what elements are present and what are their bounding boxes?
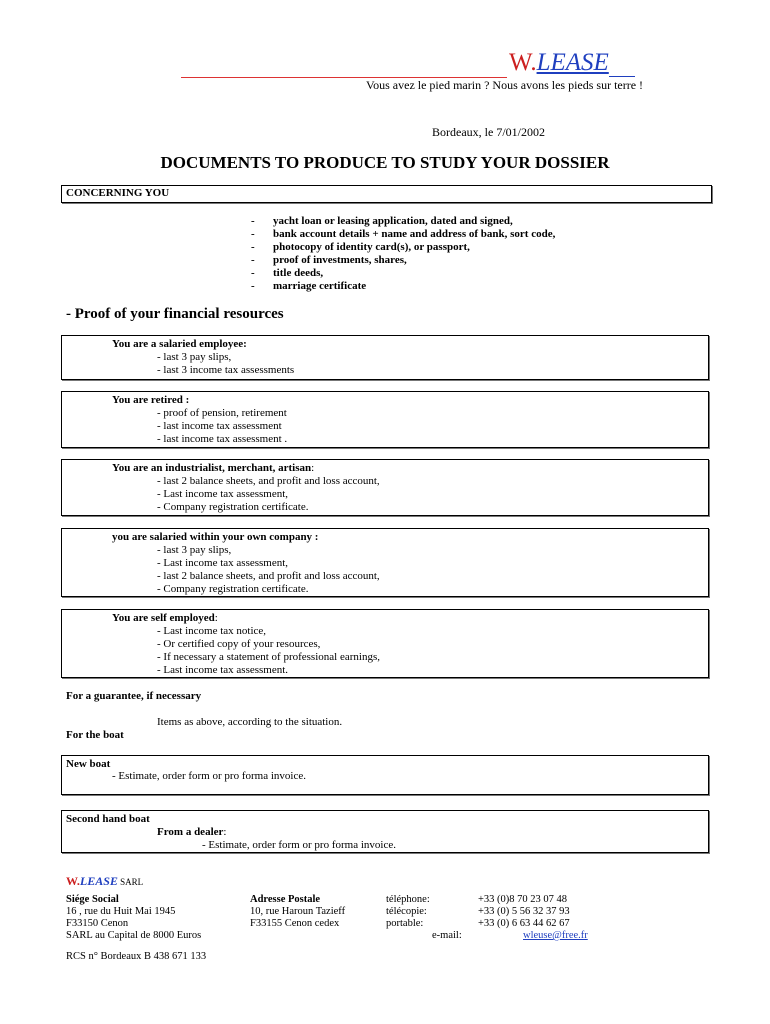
box-line: - proof of pension, retirement (157, 407, 287, 419)
box-line: - last 2 balance sheets, and profit and loss account, (157, 570, 380, 582)
box-line: - Last income tax assessment, (157, 557, 289, 569)
new-boat-label: New boat (66, 758, 111, 770)
tagline: Vous avez le pied marin ? Nous avons les pieds sur terre ! (366, 78, 644, 92)
logo-trailing-underline (609, 56, 635, 77)
list-item: - yacht loan or leasing application, dated and signed, (251, 215, 513, 227)
document-date: Bordeaux, le 7/01/2002 (432, 125, 545, 139)
siege-line: 16 , rue du Huit Mai 1945 (66, 906, 176, 917)
email-link[interactable]: wleuse@free.fr (523, 930, 588, 941)
box-title: You are self employed: (112, 612, 218, 624)
footer-postal-column (250, 894, 345, 930)
list-item: - title deeds, (251, 267, 324, 279)
fax-value: +33 (0) 5 56 32 37 93 (478, 906, 570, 917)
list-dash: - (251, 228, 255, 240)
second-hand-label: Second hand boat (66, 813, 150, 825)
new-boat-box (61, 755, 709, 795)
rcs-number: RCS n° Bordeaux B 438 671 133 (66, 951, 207, 962)
footer-contact-values (478, 894, 570, 930)
box-line: - Last income tax assessment. (157, 664, 289, 676)
mobile-value: +33 (0) 6 63 44 62 67 (478, 918, 570, 929)
telephone-label: téléphone: (386, 894, 430, 905)
box-line: - Last income tax notice, (157, 625, 267, 637)
siege-line: F33150 Cenon (66, 918, 129, 929)
list-item: - proof of investments, shares, (251, 254, 407, 266)
new-boat-text: - Estimate, order form or pro forma invoice. (112, 770, 306, 782)
footer-siege-column (66, 894, 201, 942)
boat-label: For the boat (66, 729, 124, 741)
telephone-value: +33 (0)8 70 23 07 48 (478, 894, 568, 905)
logo-letter-w: W (509, 49, 531, 76)
box-title: You are a salaried employee: (112, 338, 247, 350)
mobile-label: portable: (386, 918, 424, 929)
footer-contact-labels (386, 894, 430, 930)
footer-logo: W.LEASE SARL (66, 874, 144, 888)
company-logo (509, 49, 635, 77)
document-title: DOCUMENTS TO PRODUCE TO STUDY YOUR DOSSIER (160, 153, 610, 172)
dealer-text: - Estimate, order form or pro forma invoice. (202, 839, 396, 851)
box-line: - last 2 balance sheets, and profit and loss account, (157, 475, 380, 487)
postal-line: 10, rue Haroun Tazieff (250, 906, 346, 917)
list-dash: - (251, 215, 255, 227)
own-company-box (61, 528, 709, 597)
postal-line: F33155 Cenon cedex (250, 918, 340, 929)
retired-box (61, 391, 709, 448)
industrialist-box (61, 459, 709, 516)
logo-dot: . (530, 49, 537, 76)
list-dash: - (251, 267, 255, 279)
list-item: - photocopy of identity card(s), or passport, (251, 241, 470, 253)
dealer-label: From a dealer: (157, 826, 227, 838)
box-line: - last income tax assessment . (157, 433, 288, 445)
box-line: - last 3 pay slips, (157, 544, 232, 556)
guarantee-text: Items as above, according to the situation. (157, 716, 343, 728)
list-dash: - (251, 254, 255, 266)
self-employed-box (61, 609, 709, 678)
box-title: You are an industrialist, merchant, artisan: (112, 462, 315, 474)
box-title: you are salaried within your own company : (112, 531, 319, 543)
guarantee-label: For a guarantee, if necessary (66, 690, 202, 702)
second-hand-boat-box (61, 810, 709, 853)
box-title: You are retired : (112, 394, 190, 406)
concerning-you-label: CONCERNING YOU (66, 187, 170, 199)
list-dash: - (251, 280, 255, 292)
logo-lease: LEASE (536, 49, 609, 76)
financial-resources-heading: - Proof of your financial resources (66, 306, 284, 322)
siege-line: SARL au Capital de 8000 Euros (66, 930, 202, 941)
box-line: - last 3 income tax assessments (157, 364, 295, 376)
box-line: - last income tax assessment (157, 420, 282, 432)
box-line: - Last income tax assessment, (157, 488, 289, 500)
box-line: - Or certified copy of your resources, (157, 638, 321, 650)
box-line: - Company registration certificate. (157, 501, 309, 513)
concerning-you-list (251, 215, 556, 293)
siege-label: Siége Social (66, 894, 119, 905)
box-line: - Company registration certificate. (157, 583, 309, 595)
email-label: e-mail: (432, 930, 462, 941)
salaried-employee-box (61, 335, 709, 380)
fax-label: télécopie: (386, 906, 427, 917)
list-item: - marriage certificate (251, 280, 367, 292)
concerning-you-box (61, 185, 712, 203)
list-item: - bank account details + name and address of bank, sort code, (251, 228, 556, 240)
postal-label: Adresse Postale (250, 894, 321, 905)
box-line: - If necessary a statement of professional earnings, (157, 651, 380, 663)
list-dash: - (251, 241, 255, 253)
box-line: - last 3 pay slips, (157, 351, 232, 363)
